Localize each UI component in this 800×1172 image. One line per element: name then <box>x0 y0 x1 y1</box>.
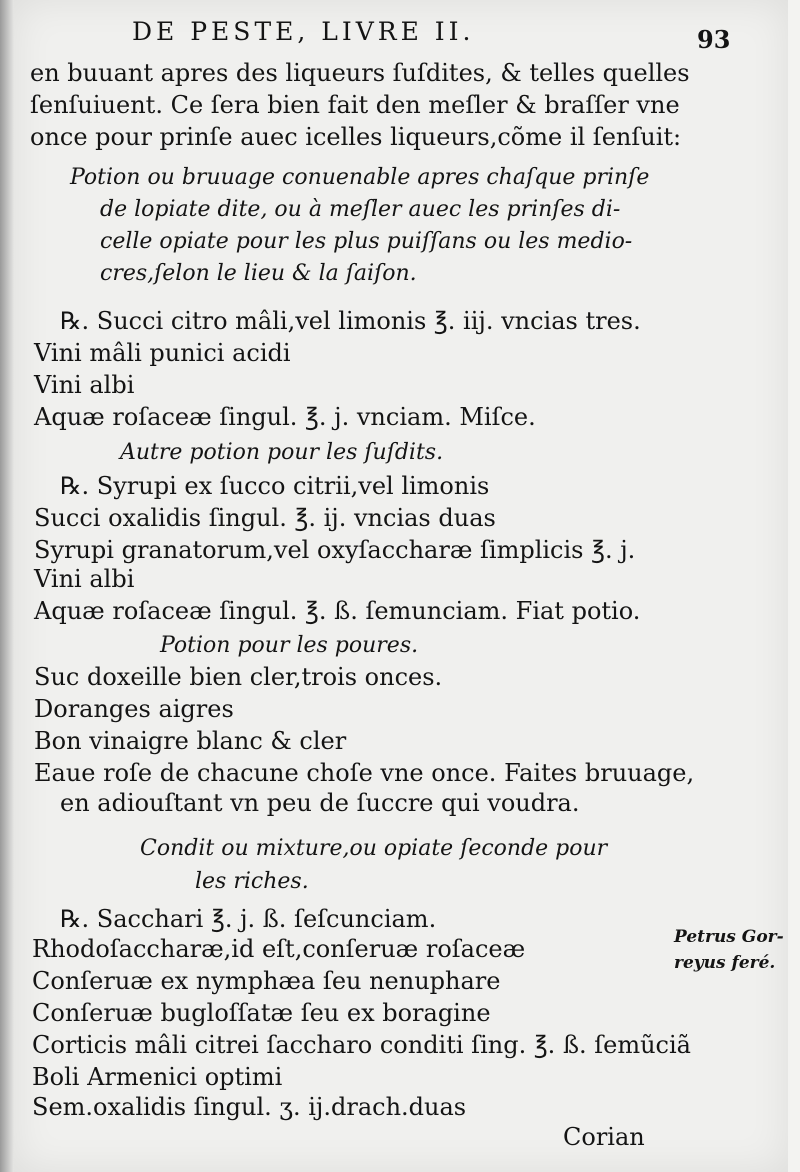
recipe-line: ℞. Sacchari ℥. j. ß. ſeſcunciam. <box>60 905 437 933</box>
catchword: Corian <box>563 1123 645 1151</box>
recipe-line: Succi oxalidis ſingul. ℥. ij. vncias duas <box>34 504 496 532</box>
page-gutter-shadow <box>0 0 14 1172</box>
running-title: DE PESTE, LIVRE II. <box>132 17 475 46</box>
heading-line: Potion ou bruuage conuenable apres chaſque prinſe <box>70 165 650 190</box>
text-line: once pour prinſe auec icelles liqueurs,cõme il ſenſuit: <box>30 123 682 151</box>
recipe-line: Conſeruæ ex nymphæa ſeu nenuphare <box>32 967 501 995</box>
margin-note-line: Petrus Gor- <box>674 927 784 947</box>
heading-line: Potion pour les poures. <box>160 633 419 658</box>
recipe-line: Suc doxeille bien cler,trois onces. <box>34 663 443 691</box>
heading-line: cres,ſelon le lieu & la ſaiſon. <box>100 261 417 286</box>
recipe-line: ℞. Syrupi ex ſucco citrii,vel limonis <box>60 472 490 500</box>
recipe-line: Syrupi granatorum,vel oxyſaccharæ ſimplicis ℥. j. <box>34 536 636 564</box>
heading-line: les riches. <box>195 869 309 894</box>
recipe-line: Aquæ roſaceæ ſingul. ℥. ß. ſemunciam. Fiat potio. <box>34 597 641 625</box>
recipe-line: Vini albi <box>34 565 135 593</box>
heading-line: de lopiate dite, ou à meſler auec les prinſes di- <box>100 197 621 222</box>
recipe-line: Boli Armenici optimi <box>32 1063 283 1091</box>
recipe-line: en adiouſtant vn peu de ſuccre qui voudra. <box>60 789 580 817</box>
margin-note-line: reyus feré. <box>674 953 776 973</box>
recipe-line: Rhodoſaccharæ,id eſt,conſeruæ roſaceæ <box>32 935 526 963</box>
recipe-line: ℞. Succi citro mâli,vel limonis ℥. iij. vncias tres. <box>60 307 641 335</box>
recipe-line: Corticis mâli citrei ſaccharo conditi ſing. ℥. ß. ſemũciã <box>32 1031 691 1059</box>
heading-line: Autre potion pour les ſuſdits. <box>120 440 444 465</box>
recipe-line: Bon vinaigre blanc & cler <box>34 727 347 755</box>
recipe-line: Conſeruæ bugloſſatæ ſeu ex boragine <box>32 999 491 1027</box>
recipe-line: Vini albi <box>34 371 135 399</box>
heading-line: Condit ou mixture,ou opiate ſeconde pour <box>140 836 608 861</box>
recipe-line: Sem.oxalidis ſingul. ʒ. ij.drach.duas <box>32 1093 467 1121</box>
recipe-line: Doranges aigres <box>34 695 234 723</box>
recipe-line: Eaue roſe de chacune choſe vne once. Faites bruuage, <box>34 759 695 787</box>
recipe-line: Vini mâli punici acidi <box>34 339 291 367</box>
heading-line: celle opiate pour les plus puiſſans ou les medio- <box>100 229 633 254</box>
text-line: ſenſuiuent. Ce ſera bien fait den meſler & braſſer vne <box>30 91 680 119</box>
recipe-line: Aquæ roſaceæ ſingul. ℥. j. vnciam. Miſce. <box>34 403 536 431</box>
book-page <box>14 0 788 1172</box>
page-number: 93 <box>697 25 731 54</box>
text-line: en buuant apres des liqueurs ſuſdites, & telles quelles <box>30 59 690 87</box>
